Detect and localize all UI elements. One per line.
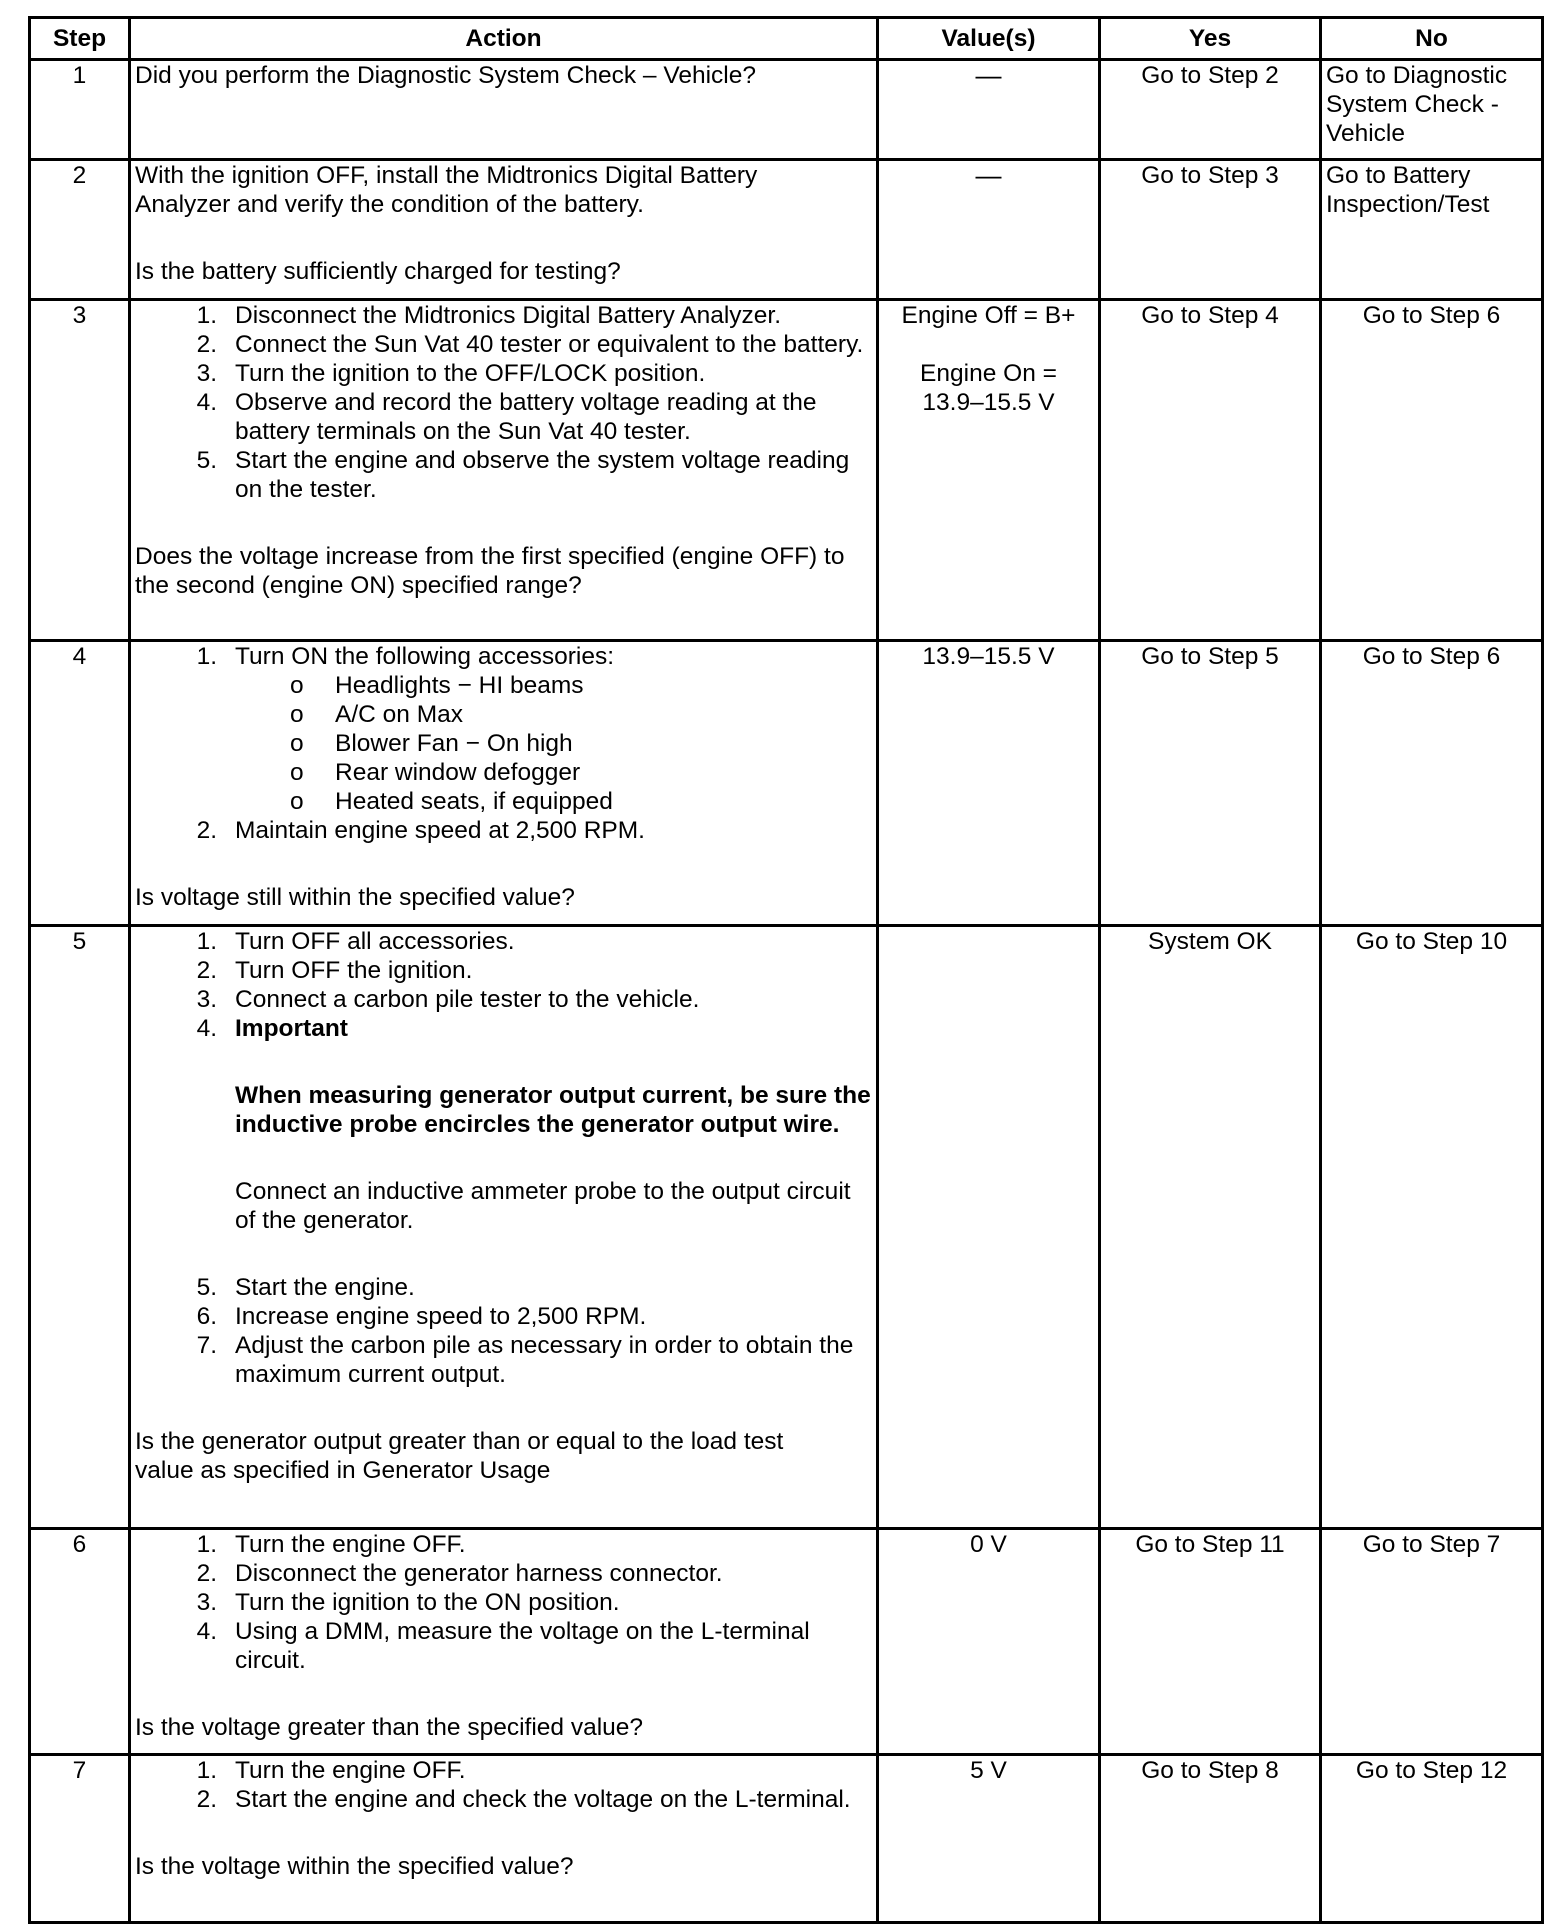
list-item (135, 816, 872, 845)
no-line: Inspection/Test (1326, 191, 1490, 218)
step-number: 5 (30, 926, 130, 1529)
item-text: Turn the engine OFF. (235, 1531, 466, 1558)
item-text: Disconnect the Midtronics Digital Battery Analyzer. (235, 302, 782, 329)
no-cell (1321, 1755, 1543, 1923)
list-item (135, 1617, 872, 1675)
item-number: 6. (196, 1303, 217, 1330)
yes-cell (1100, 926, 1321, 1529)
no-line: Go to Diagnostic (1326, 62, 1508, 89)
value-text: — (975, 60, 1002, 90)
bullet-icon: o (290, 788, 304, 815)
no-link[interactable]: Go to Step 10 (1355, 928, 1508, 955)
yes-cell (1100, 300, 1321, 641)
item-text: Start the engine. (235, 1274, 415, 1301)
item-number: 5. (196, 447, 217, 474)
value-text: — (975, 160, 1002, 190)
header-row (30, 18, 1543, 60)
value-line: Engine Off = B+ (901, 302, 1076, 329)
bullet-icon: o (290, 701, 304, 728)
item-number: 1. (196, 928, 217, 955)
item-number: 1. (196, 302, 217, 329)
step-number: 4 (30, 641, 130, 926)
sub-item (135, 729, 872, 758)
item-number: 3. (196, 360, 217, 387)
important-label: Important (235, 1015, 348, 1042)
action-cell (130, 300, 878, 641)
no-link[interactable]: Go to Step 6 (1362, 643, 1501, 670)
value-cell (878, 926, 1100, 1529)
item-number: 4. (196, 1015, 217, 1042)
question-line: value as specified in Generator Usage (135, 1457, 551, 1484)
item-text: Connect the Sun Vat 40 tester or equivalent to the battery. (235, 331, 864, 358)
action-line: With the ignition OFF, install the Midtronics Digital Battery (135, 162, 758, 189)
yes-link[interactable]: Go to Step 2 (1141, 62, 1279, 89)
no-cell (1321, 641, 1543, 926)
item-text: Connect a carbon pile tester to the vehicle. (235, 986, 700, 1013)
yes-cell (1100, 160, 1321, 300)
item-text: Disconnect the generator harness connector. (235, 1560, 723, 1587)
yes-link[interactable]: Go to Step 4 (1141, 302, 1279, 329)
item-text: Turn the ignition to the ON position. (235, 1589, 620, 1616)
table-row (30, 1529, 1543, 1755)
no-line: Vehicle (1326, 120, 1406, 147)
item-number: 4. (196, 389, 217, 416)
no-cell (1321, 1529, 1543, 1755)
list-item (135, 446, 872, 504)
step-number: 3 (30, 300, 130, 641)
yes-link[interactable]: Go to Step 3 (1141, 162, 1279, 189)
list-item (135, 1785, 872, 1814)
no-cell (1321, 60, 1543, 160)
yes-cell (1100, 1755, 1321, 1923)
table-row (30, 60, 1543, 160)
item-number: 2. (196, 957, 217, 984)
yes-cell (1100, 1529, 1321, 1755)
sub-item (135, 758, 872, 787)
table-row (30, 160, 1543, 300)
list-item (135, 1014, 872, 1273)
important-note: When measuring generator output current, be sure the inductive probe encircles the generator output wire. (235, 1082, 871, 1138)
step-list (135, 1756, 872, 1814)
value-text: 0 V (970, 1531, 1007, 1558)
list-item (135, 330, 872, 359)
no-cell (1321, 300, 1543, 641)
list-item (135, 1273, 872, 1302)
item-number: 5. (196, 1274, 217, 1301)
action-line: Analyzer and verify the condition of the battery. (135, 191, 644, 218)
step-number: 6 (30, 1529, 130, 1755)
list-item (135, 927, 872, 956)
item-text: Turn the engine OFF. (235, 1757, 466, 1784)
list-item (135, 359, 872, 388)
list-item (135, 1331, 872, 1389)
step-list (135, 301, 872, 504)
sub-item-text: Headlights − HI beams (335, 672, 584, 699)
list-item (135, 388, 872, 446)
yes-link[interactable]: Go to Step 5 (1141, 643, 1279, 670)
value-text: 13.9–15.5 V (922, 643, 1055, 670)
list-item (135, 985, 872, 1014)
table-row (30, 926, 1543, 1529)
item-text: Turn ON the following accessories: (235, 643, 614, 670)
question-line: Is the generator output greater than or equal to the load test (135, 1428, 784, 1455)
sub-item (135, 787, 872, 816)
value-line: Engine On = (920, 360, 1057, 387)
no-cell (1321, 926, 1543, 1529)
list-item (135, 1559, 872, 1588)
step-list (135, 642, 872, 845)
item-number: 4. (196, 1618, 217, 1645)
value-cell (878, 1755, 1100, 1923)
diagnostic-table (28, 16, 1544, 1924)
item-number: 3. (196, 986, 217, 1013)
item-number: 2. (196, 817, 217, 844)
step-list (135, 927, 872, 1389)
value-cell (878, 300, 1100, 641)
bullet-icon: o (290, 672, 304, 699)
item-text: Turn the ignition to the OFF/LOCK position. (235, 360, 706, 387)
no-link[interactable]: Go to Step 7 (1362, 1531, 1501, 1558)
no-link[interactable]: Go to Step 12 (1355, 1757, 1508, 1784)
action-text: Did you perform the Diagnostic System Check – Vehicle? (135, 62, 756, 89)
list-item (135, 1756, 872, 1785)
yes-link[interactable]: System OK (1148, 928, 1272, 955)
sub-item-text: Rear window defogger (335, 759, 581, 786)
action-cell (130, 60, 878, 160)
item-number: 1. (196, 1531, 217, 1558)
item-text: Connect an inductive ammeter probe to the output circuit of the generator. (235, 1178, 851, 1234)
yes-cell (1100, 641, 1321, 926)
header-yes: Yes (1100, 18, 1321, 60)
item-number: 3. (196, 1589, 217, 1616)
step-number: 1 (30, 60, 130, 160)
action-cell (130, 1755, 878, 1923)
list-item (135, 642, 872, 816)
sub-item (135, 671, 872, 700)
yes-link[interactable]: Go to Step 8 (1141, 1757, 1279, 1784)
sub-item-text: Blower Fan − On high (335, 730, 573, 757)
item-text: Turn OFF all accessories. (235, 928, 515, 955)
action-cell (130, 1529, 878, 1755)
header-no: No (1321, 18, 1543, 60)
value-text: 5 V (970, 1757, 1007, 1784)
table-row (30, 641, 1543, 926)
item-number: 2. (196, 331, 217, 358)
action-cell (130, 160, 878, 300)
list-item (135, 956, 872, 985)
yes-cell (1100, 60, 1321, 160)
value-cell (878, 60, 1100, 160)
no-line: Go to Battery (1326, 162, 1471, 189)
no-line: System Check - (1326, 91, 1499, 118)
question-text: Is voltage still within the specified value? (135, 884, 575, 911)
step-list (135, 1530, 872, 1675)
no-link[interactable] (1326, 61, 1537, 148)
no-cell (1321, 160, 1543, 300)
item-number: 1. (196, 643, 217, 670)
question-text: Does the voltage increase from the first specified (engine OFF) to the second (engine ON) specified range? (135, 543, 845, 599)
item-text: Start the engine and check the voltage on the L-terminal. (235, 1786, 851, 1813)
value-line: 13.9–15.5 V (922, 389, 1055, 416)
item-text: Start the engine and observe the system voltage reading on the tester. (235, 447, 850, 503)
bullet-icon: o (290, 730, 304, 757)
item-text: Adjust the carbon pile as necessary in order to obtain the maximum current output. (235, 1332, 854, 1388)
sub-list (235, 671, 872, 816)
bullet-icon: o (290, 759, 304, 786)
step-number: 2 (30, 160, 130, 300)
sub-item-text: A/C on Max (335, 701, 463, 728)
item-text: Increase engine speed to 2,500 RPM. (235, 1303, 647, 1330)
action-cell (130, 926, 878, 1529)
question-text (135, 1427, 872, 1485)
table-row (30, 300, 1543, 641)
item-number: 1. (196, 1757, 217, 1784)
header-action: Action (130, 18, 878, 60)
list-item (135, 1302, 872, 1331)
question-text: Is the voltage within the specified value? (135, 1853, 574, 1880)
list-item (135, 1588, 872, 1617)
item-number: 2. (196, 1560, 217, 1587)
action-cell (130, 641, 878, 926)
value-cell (878, 1529, 1100, 1755)
list-item (135, 1530, 872, 1559)
sub-item (135, 700, 872, 729)
question-text: Is the battery sufficiently charged for testing? (135, 258, 621, 285)
value-cell (878, 641, 1100, 926)
item-number: 7. (196, 1332, 217, 1359)
yes-link[interactable]: Go to Step 11 (1135, 1531, 1285, 1558)
item-text: Observe and record the battery voltage reading at the battery terminals on the Sun Vat 40 tester. (235, 389, 817, 445)
list-item (135, 301, 872, 330)
value-cell (878, 160, 1100, 300)
question-text: Is the voltage greater than the specified value? (135, 1714, 644, 1741)
no-link[interactable]: Go to Step 6 (1362, 302, 1501, 329)
step-number: 7 (30, 1755, 130, 1923)
no-link[interactable] (1326, 161, 1537, 219)
item-number: 2. (196, 1786, 217, 1813)
header-value: Value(s) (878, 18, 1100, 60)
item-text: Turn OFF the ignition. (235, 957, 473, 984)
sub-item-text: Heated seats, if equipped (335, 788, 613, 815)
table-row (30, 1755, 1543, 1923)
item-text: Maintain engine speed at 2,500 RPM. (235, 817, 645, 844)
item-text: Using a DMM, measure the voltage on the L-terminal circuit. (235, 1618, 810, 1674)
header-step: Step (30, 18, 130, 60)
